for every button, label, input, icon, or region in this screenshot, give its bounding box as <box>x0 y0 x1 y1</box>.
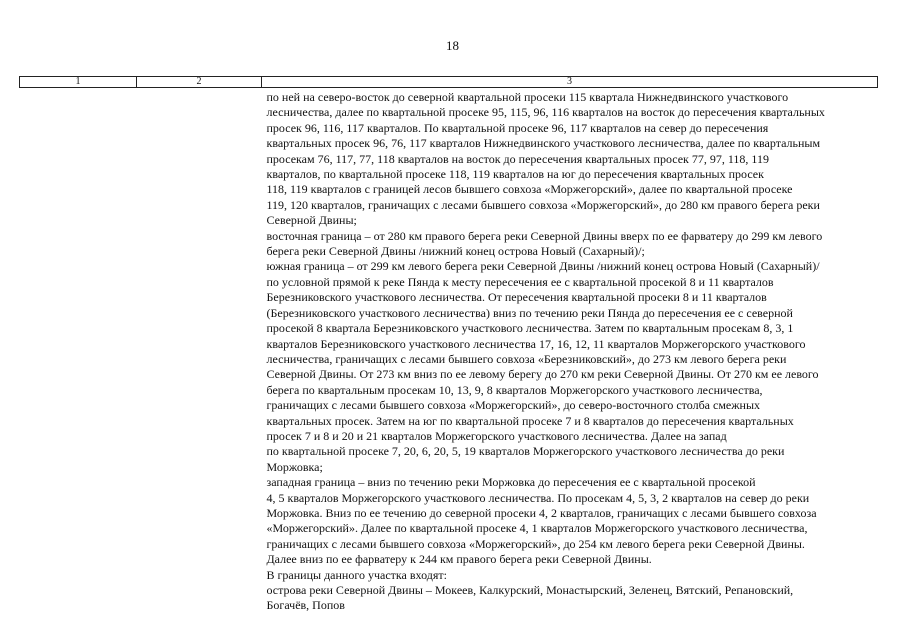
text-line: квартальных просек. Затем на юг по квартальной просеке 7 и 8 кварталов до пересечения квартальных <box>266 413 794 428</box>
text-line: Моржовка. Вниз по ее течению до северной просеки 4, 2 кварталов, граничащих с лесами бывшего совхоза <box>266 505 817 520</box>
text-line: граничащих с лесами бывшего совхоза «Моржегорский», до 254 км левого берега реки Северной Двины. <box>266 536 805 551</box>
boundary-table <box>19 76 878 614</box>
column-1-cell <box>20 88 137 614</box>
text-line: просекам 76, 117, 77, 118 кварталов на восток до пересечения квартальных просек 77, 97, 118, 119 <box>266 151 769 166</box>
text-line: по квартальной просеке 7, 20, 6, 20, 5, 19 кварталов Моржегорского участкового лесничества до реки <box>266 444 785 459</box>
text-line: лесничества, граничащих с лесами бывшего совхоза «Березниковский», до 273 км левого берега реки <box>266 351 787 366</box>
text-line: Далее вниз по ее фарватеру к 244 км правого берега реки Северной Двины. <box>266 552 652 567</box>
text-line: «Моржегорский». Далее по квартальной просеке 4, 1 кварталов Моржегорского участкового лесничества, <box>266 521 808 536</box>
table-body-row <box>20 88 878 614</box>
text-line: берега реки Северной Двины /нижний конец острова Новый (Сахарный)/; <box>266 244 645 259</box>
text-line: Богачёв, Попов <box>266 598 345 613</box>
text-line: по условной прямой к реке Пянда к месту пересечения ее с квартальной просекой 8 и 11 кварталов <box>266 274 774 289</box>
text-line: лесничества, далее по квартальной просеке 95, 115, 96, 116 кварталов на восток до пересечения квартальных <box>266 105 825 120</box>
text-line: просек 96, 116, 117 кварталов. По квартальной просеке 96, 117 кварталов на север до пересечения <box>266 120 769 135</box>
text-line: квартальных просек 96, 76, 117 кварталов Нижнедвинского участкового лесничества, далее по квартальным <box>266 136 821 151</box>
text-line: Северной Двины. От 273 км вниз по ее левому берегу до 270 км реки Северной Двины. От 270 км ее левого <box>266 367 819 382</box>
text-line: кварталов Березниковского участкового лесничества 17, 16, 12, 11 кварталов Моржегорского участкового <box>266 336 806 351</box>
boundary-description-text <box>262 88 878 614</box>
text-line: В границы данного участка входят: <box>266 567 447 582</box>
column-header-1: 1 <box>20 77 137 88</box>
text-line: 119, 120 кварталов, граничащих с лесами бывшего совхоза «Моржегорский», до 280 км правого берега реки <box>266 197 820 212</box>
text-line: южная граница – от 299 км левого берега реки Северной Двины /нижний конец острова Новый (Сахарный)/ <box>266 259 820 274</box>
page-number: 18 <box>446 38 459 53</box>
text-line: (Березниковского участкового лесничества) вниз по течению реки Пянда до пересечения ее с северной <box>266 305 793 320</box>
text-line: кварталов, по квартальной просеке 118, 119 кварталов на юг до пересечения квартальных просек <box>266 167 764 182</box>
text-line: Березниковского участкового лесничества. От пересечения квартальной просеки 8 и 11 кварталов <box>266 290 767 305</box>
column-header-2: 2 <box>137 77 262 88</box>
text-line: по ней на северо-восток до северной квартальной просеки 115 квартала Нижнедвинского участкового <box>266 90 789 104</box>
text-line: острова реки Северной Двины – Мокеев, Калкурский, Монастырский, Зеленец, Вятский, Репановский, <box>266 583 794 597</box>
boundary-description-cell <box>262 88 878 614</box>
text-line: 118, 119 кварталов с границей лесов бывшего совхоза «Моржегорский», далее по квартальной просеке <box>266 182 793 197</box>
text-line: граничащих с лесами бывшего совхоза «Моржегорский», до северо-восточного столба смежных <box>266 398 761 413</box>
table-header-row <box>20 77 878 88</box>
text-line: просек 7 и 8 и 20 и 21 кварталов Моржегорского участкового лесничества. Далее на запад <box>266 428 727 443</box>
text-line: Северной Двины; <box>266 213 357 228</box>
text-line: восточная граница – от 280 км правого берега реки Северной Двины вверх по ее фарватеру до 299 км левого <box>266 228 823 243</box>
column-2-cell <box>137 88 262 614</box>
text-line: берега по квартальным просекам 10, 13, 9, 8 кварталов Моржегорского участкового лесничества, <box>266 382 763 397</box>
text-line: Моржовка; <box>266 459 323 474</box>
text-line: западная граница – вниз по течению реки Моржовка до пересечения ее с квартальной просекой <box>266 475 756 490</box>
text-line: 4, 5 кварталов Моржегорского участкового лесничества. По просекам 4, 5, 3, 2 кварталов на север до реки <box>266 490 810 505</box>
column-header-3: 3 <box>262 77 878 88</box>
text-line: просекой 8 квартала Березниковского участкового лесничества. Затем по квартальным просекам 8, 3, 1 <box>266 321 794 336</box>
